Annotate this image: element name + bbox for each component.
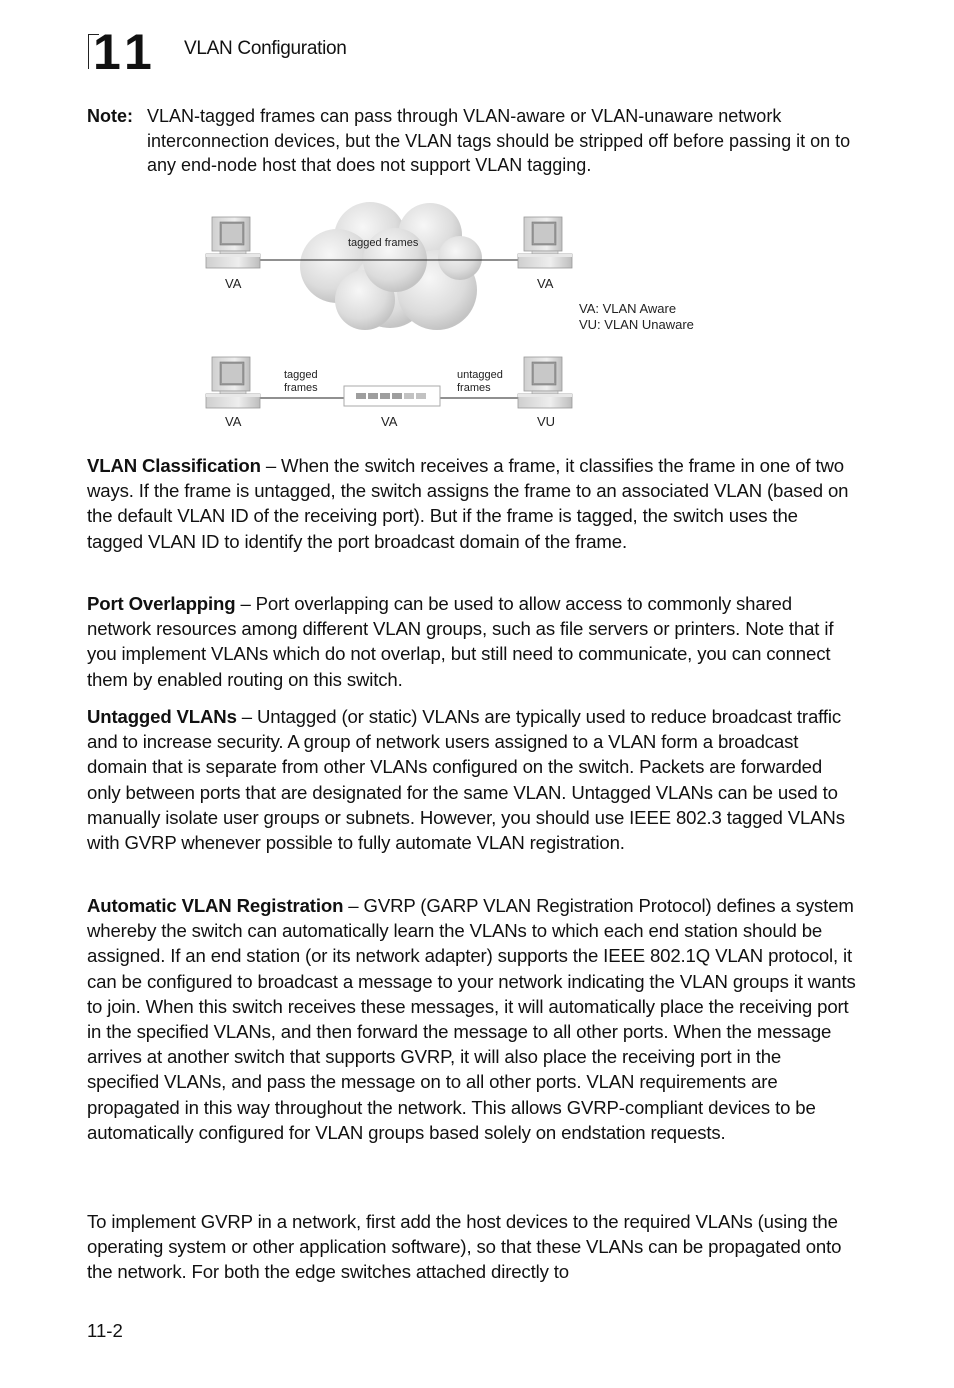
paragraph-untagged-vlans xyxy=(87,704,857,855)
paragraph-vlan-classification xyxy=(87,453,857,554)
paragraph-port-overlapping xyxy=(87,591,857,692)
host-va-top-left-icon xyxy=(206,217,260,268)
paragraph-text: – Port overlapping can be used to allow access to commonly shared network resources among different VLAN groups, such as file servers or printers. Note that if you implement VLANs which do not overlap, but still need to communicate, you can connect them by enabled routing on this switch. xyxy=(87,593,834,690)
term-automatic-vlan-registration: Automatic VLAN Registration xyxy=(87,895,344,916)
paragraph-implement-gvrp xyxy=(87,1209,857,1285)
note-text: VLAN-tagged frames can pass through VLAN-aware or VLAN-unaware network interconnection devices, but the VLAN tags should be stripped off before passing it on to any end-node host that does not support VLAN tagging. xyxy=(147,106,851,175)
term-vlan-classification: VLAN Classification xyxy=(87,455,261,476)
cloud-label: tagged frames xyxy=(348,237,419,249)
switch-label: VA xyxy=(381,414,398,429)
host-va-bottom-left-icon xyxy=(206,357,260,408)
vlan-diagram xyxy=(200,190,740,440)
paragraph-text: – When the switch receives a frame, it classifies the frame in one of two ways. If the frame is untagged, the switch assigns the frame to an associated VLAN (based on the default VLAN ID of the receiving port). But if the frame is tagged, the switch uses the tagged VLAN ID to identify the port broadcast domain of the frame. xyxy=(87,455,849,552)
bottom-right-host-label: VU xyxy=(537,414,556,429)
tagged-label-1: tagged xyxy=(284,369,318,381)
legend-vu: VU: VLAN Unaware xyxy=(579,317,694,332)
chapter-title: VLAN Configuration xyxy=(184,38,347,59)
note-block xyxy=(87,104,867,178)
host-va-top-right-icon xyxy=(518,217,572,268)
tagged-label-2: frames xyxy=(284,382,318,394)
untagged-label-1: untagged xyxy=(457,369,503,381)
term-port-overlapping: Port Overlapping xyxy=(87,593,236,614)
term-untagged-vlans: Untagged VLANs xyxy=(87,706,237,727)
host-vu-bottom-right-icon xyxy=(518,357,572,408)
top-right-host-label: VA xyxy=(537,276,554,291)
page-number: 11-2 xyxy=(87,1320,123,1341)
paragraph-text: To implement GVRP in a network, first add the host devices to the required VLANs (using the operating system or other application software), so that these VLANs can be propagated onto the network. For both the edge switches attached directly to xyxy=(87,1211,842,1283)
untagged-label-2: frames xyxy=(457,382,491,394)
network-cloud xyxy=(300,202,482,330)
switch-icon xyxy=(344,386,440,406)
chapter-number-box xyxy=(88,24,160,80)
paragraph-text: – GVRP (GARP VLAN Registration Protocol) defines a system whereby the switch can automatically learn the VLANs to which each end station should be assigned. If an end station (or its network adapter) supports the IEEE 802.1Q VLAN protocol, it can be configured to broadcast a message to your network indicating the VLAN groups it wants to join. When this switch receives these messages, it will automatically place the receiving port in the specified VLANs, and then forward the message to all other ports. When the message arrives at another switch that supports GVRP, it will also place the receiving port in the specified VLANs, and pass the message on to all other ports. VLAN requirements are propagated in this way throughout the network. This allows GVRP-compliant devices to be automatically configured for VLAN groups based solely on endstation requests. xyxy=(87,895,856,1143)
top-left-host-label: VA xyxy=(225,276,242,291)
note-label: Note: xyxy=(87,106,133,126)
legend-va: VA: VLAN Aware xyxy=(579,301,677,316)
bottom-left-host-label: VA xyxy=(225,414,242,429)
chapter-number: 11 xyxy=(93,24,158,80)
paragraph-automatic-vlan-registration xyxy=(87,893,857,1145)
paragraph-text: – Untagged (or static) VLANs are typically used to reduce broadcast traffic and to increase security. A group of network users assigned to a VLAN form a broadcast domain that is separate from other VLANs configured on the switch. Packets are forwarded only between ports that are designated for the same VLAN. Untagged VLANs can be used to manually isolate user groups or subnets. However, you should use IEEE 802.3 tagged VLANs with GVRP whenever possible to fully automate VLAN registration. xyxy=(87,706,845,854)
